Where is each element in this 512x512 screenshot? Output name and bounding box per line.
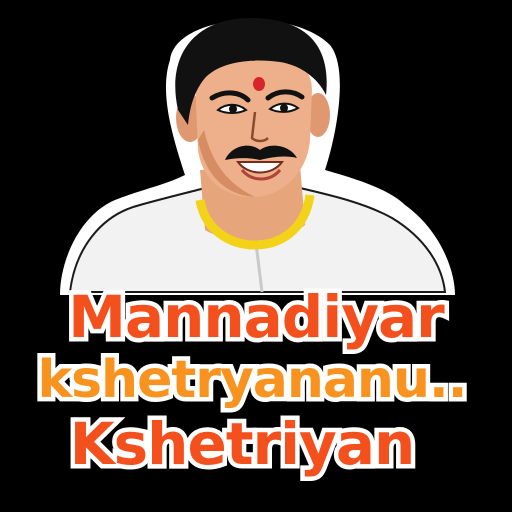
- caption-line-3: Kshetriyan: [69, 410, 415, 478]
- left-pupil: [229, 105, 237, 113]
- caption-line-2: kshetryananu..: [37, 350, 467, 410]
- right-pupil: [280, 104, 288, 112]
- caption-line-1: Mannadiyar: [68, 283, 444, 351]
- bindi: [253, 77, 265, 91]
